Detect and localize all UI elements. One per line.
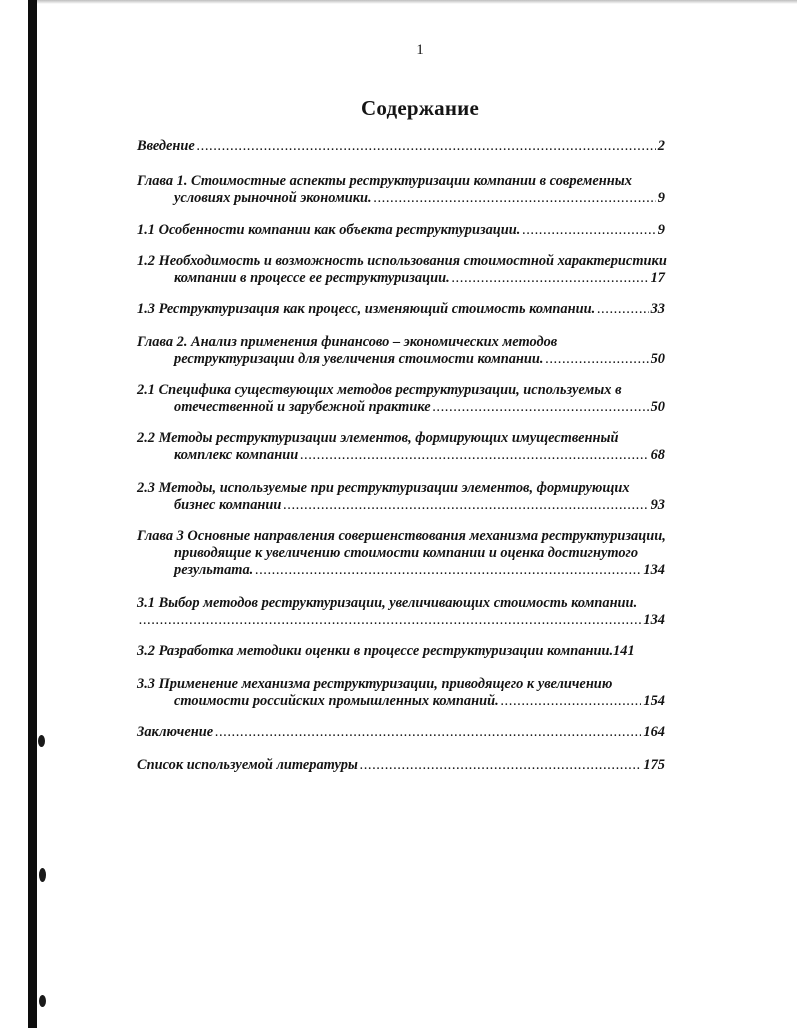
toc-entry-1-2[interactable] — [137, 253, 667, 287]
toc-leader-line — [137, 190, 665, 207]
toc-page-number: 2 — [657, 138, 665, 154]
toc-entry-title: 3.3 Применение механизма реструктуризации, приводящего к увеличению — [137, 676, 613, 692]
toc-entry-title: 1.3 Реструктуризация как процесс, изменяющий стоимость компании. — [137, 301, 596, 317]
toc-entry-title-cont: приводящие к увеличению стоимости компании и оценка достигнутого — [174, 545, 639, 561]
toc-page-number: 33 — [650, 301, 665, 317]
toc-page-number: 175 — [643, 757, 665, 773]
dot-leader — [215, 724, 641, 741]
toc-entry-chapter-1[interactable] — [137, 173, 665, 207]
toc-leader-line — [137, 138, 665, 155]
toc-entry-title: 2.3 Методы, используемые при реструктуризации элементов, формирующих — [137, 480, 630, 496]
toc-entry-bibliography[interactable] — [137, 757, 665, 774]
toc-leader-line — [137, 351, 665, 368]
dot-leader — [139, 612, 641, 629]
toc-leader-line — [137, 270, 665, 287]
toc-leader-line — [137, 222, 665, 239]
scan-binding-edge — [28, 0, 37, 1028]
toc-leader-line — [137, 399, 665, 416]
toc-entry-title: 1.2 Необходимость и возможность использования стоимостной характеристики — [137, 253, 667, 269]
toc-page-number: 68 — [650, 447, 665, 463]
toc-entry-introduction[interactable] — [137, 138, 665, 155]
toc-page-number: 164 — [643, 724, 665, 740]
dot-leader — [374, 190, 656, 207]
toc-entry-title-cont: реструктуризации для увеличения стоимости компании. — [174, 351, 544, 367]
toc-entry-title-cont: условиях рыночной экономики. — [174, 190, 372, 206]
scan-speck — [38, 735, 45, 747]
scan-speck — [39, 868, 46, 882]
toc-entry-2-2[interactable] — [137, 430, 665, 464]
dot-leader — [300, 447, 648, 464]
page-number: 1 — [416, 42, 424, 58]
toc-entry-title: 3.1 Выбор методов реструктуризации, увеличивающих стоимость компании. — [137, 595, 638, 611]
dot-leader — [283, 497, 648, 514]
toc-leader-line — [137, 562, 665, 579]
toc-entry-title-cont: бизнес компании — [174, 497, 282, 513]
toc-entry-3-2[interactable] — [137, 643, 635, 660]
toc-entry-1-3[interactable] — [137, 301, 665, 318]
toc-entry-title: 3.2 Разработка методики оценки в процессе реструктуризации компании.141 — [137, 643, 635, 659]
toc-entry-title: 1.1 Особенности компании как объекта реструктуризации. — [137, 222, 521, 238]
toc-leader-line — [137, 497, 665, 514]
toc-entry-2-1[interactable] — [137, 382, 665, 416]
toc-page-number: 9 — [657, 190, 665, 206]
toc-page-number: 50 — [650, 351, 665, 367]
toc-entry-title: Список используемой литературы — [137, 757, 358, 773]
toc-entry-2-3[interactable] — [137, 480, 665, 514]
toc-entry-3-1[interactable] — [137, 595, 665, 629]
toc-entry-title-cont: компании в процессе ее реструктуризации. — [174, 270, 450, 286]
page-title: Содержание — [361, 96, 479, 120]
toc-entry-chapter-3[interactable] — [137, 528, 666, 579]
toc-page-number: 134 — [643, 612, 665, 628]
dot-leader — [197, 138, 656, 155]
toc-entry-title-cont: стоимости российских промышленных компаний. — [174, 693, 499, 709]
scan-top-shadow — [37, 0, 797, 4]
toc-entry-title: Глава 2. Анализ применения финансово – экономических методов — [137, 334, 558, 350]
toc-entry-conclusion[interactable] — [137, 724, 665, 741]
dot-leader — [433, 399, 649, 416]
toc-leader-line — [137, 301, 665, 318]
toc-leader-line — [137, 612, 665, 629]
toc-entry-title-cont: результата. — [174, 562, 254, 578]
toc-entry-1-1[interactable] — [137, 222, 665, 239]
toc-leader-line — [137, 757, 665, 774]
toc-entry-title: Заключение — [137, 724, 214, 740]
toc-entry-title: 2.1 Специфика существующих методов реструктуризации, используемых в — [137, 382, 622, 398]
toc-entry-3-3[interactable] — [137, 676, 665, 710]
dot-leader — [452, 270, 649, 287]
toc-page-number: 17 — [650, 270, 665, 286]
dot-leader — [546, 351, 649, 368]
toc-entry-chapter-2[interactable] — [137, 334, 665, 368]
toc-page-number: 93 — [650, 497, 665, 513]
toc-entry-title: Глава 1. Стоимостные аспекты реструктуризации компании в современных — [137, 173, 632, 189]
toc-page-number: 134 — [643, 562, 665, 578]
toc-page-number: 154 — [643, 693, 665, 709]
dot-leader — [255, 562, 641, 579]
toc-entry-title-cont: отечественной и зарубежной практике — [174, 399, 431, 415]
toc-leader-line — [137, 447, 665, 464]
scan-speck — [39, 995, 46, 1007]
dot-leader — [522, 222, 655, 239]
toc-page-number: 50 — [650, 399, 665, 415]
toc-entry-title: Введение — [137, 138, 195, 154]
toc-entry-title-cont: комплекс компании — [174, 447, 299, 463]
dot-leader — [360, 757, 642, 774]
toc-entry-title: Глава 3 Основные направления совершенствования механизма реструктуризации, — [137, 528, 666, 544]
dot-leader — [501, 693, 642, 710]
dot-leader — [597, 301, 648, 318]
toc-page-number: 9 — [657, 222, 665, 238]
toc-leader-line — [137, 724, 665, 741]
toc-entry-title: 2.2 Методы реструктуризации элементов, формирующих имущественный — [137, 430, 619, 446]
toc-leader-line — [137, 693, 665, 710]
